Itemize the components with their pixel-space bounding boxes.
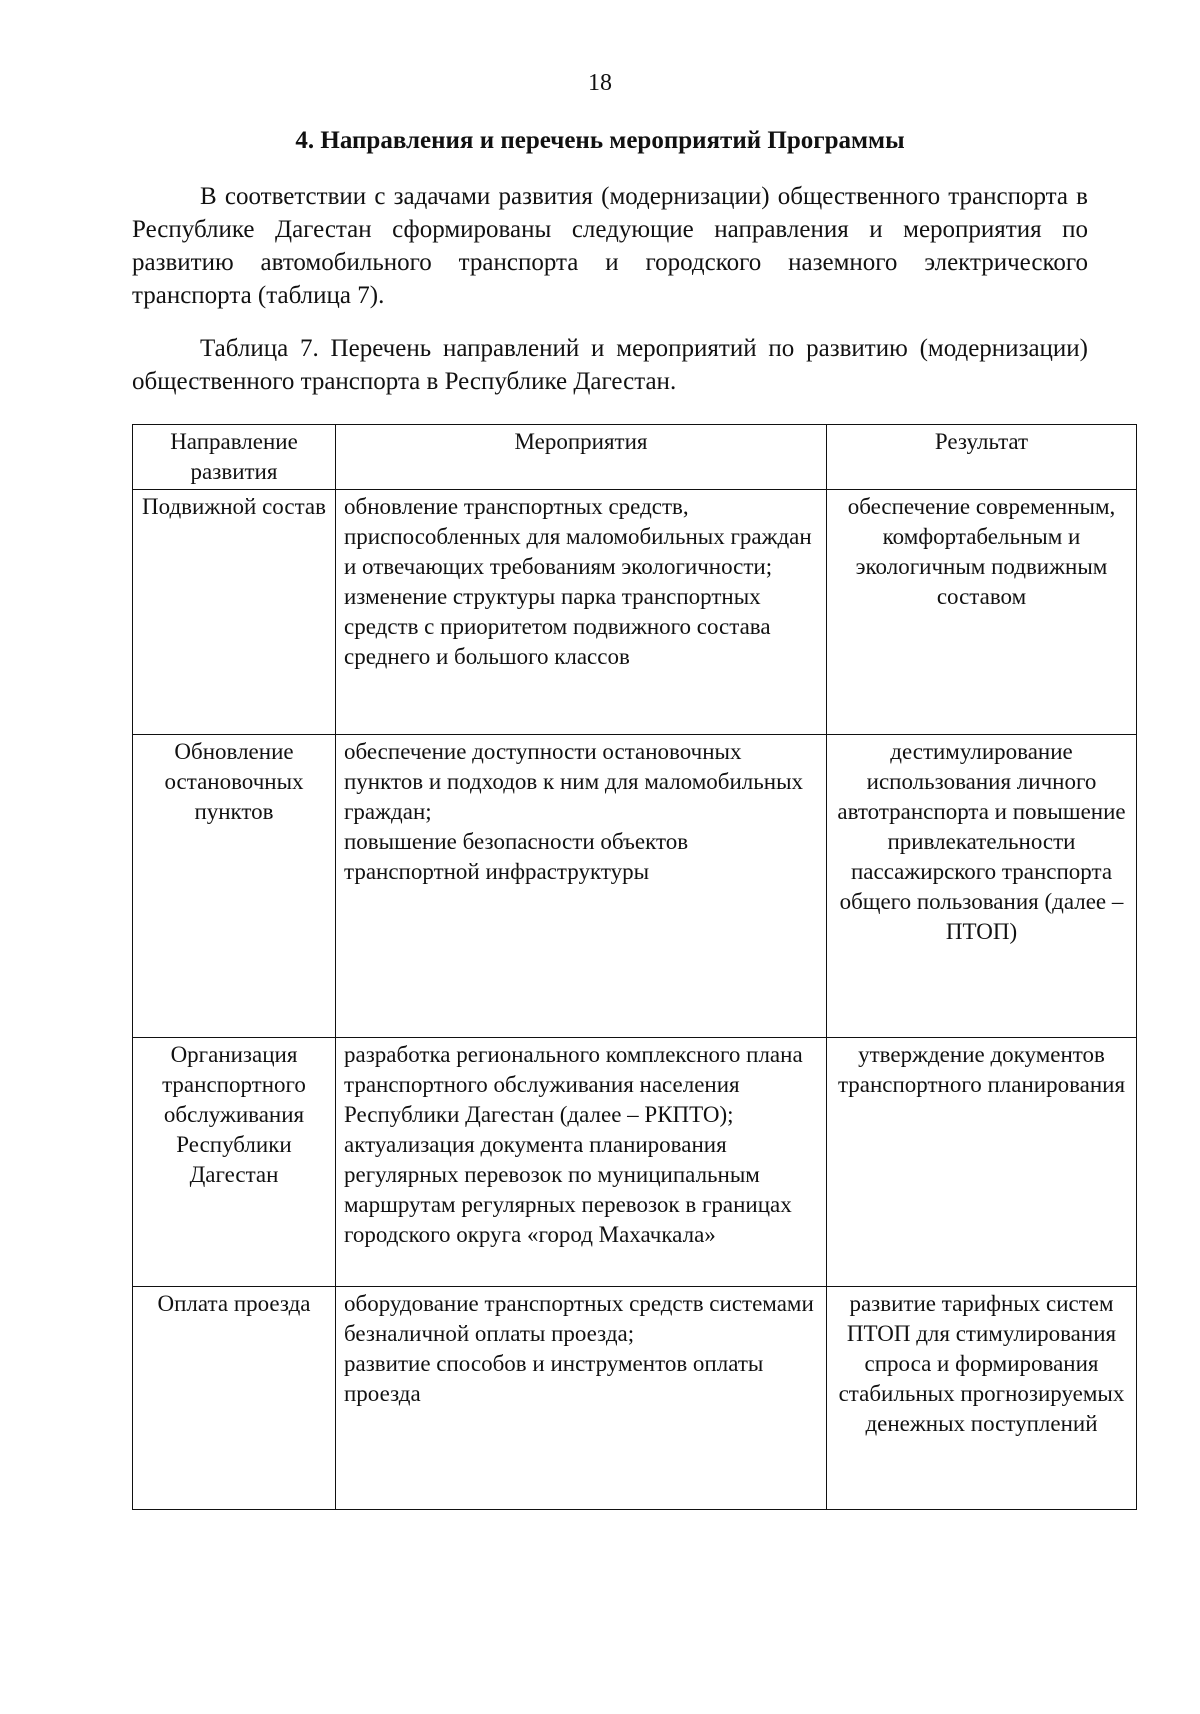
activity-item: оборудование транспортных средств системами безналичной оплаты проезда; [344,1291,814,1346]
direction-cell: Обновление остановочных пунктов [133,735,336,1038]
table-row [133,1287,1137,1510]
intro-paragraph: В соответствии с задачами развития (модернизации) общественного транспорта в Республике Дагестан сформированы следующие направления и мероприятия по развитию автомобильного транспорта и городского наземного электрического транспорта (таблица 7). [132,183,1088,309]
activity-item: развитие способов и инструментов оплаты проезда [344,1351,764,1406]
table-caption: Таблица 7. Перечень направлений и мероприятий по развитию (модернизации) общественного транспорта в Республике Дагестан. [132,335,1088,395]
activity-item: разработка регионального комплексного плана транспортного обслуживания населения Республики Дагестан (далее – РКПТО); [344,1042,803,1127]
result-cell: дестимулирование использования личного автотранспорта и повышение привлекательности пассажирского транспорта общего пользования (далее – ПТОП) [827,735,1137,1038]
direction-cell: Оплата проезда [133,1287,336,1510]
result-cell: утверждение документов транспортного планирования [827,1038,1137,1287]
header-direction: Направление развития [133,425,336,490]
activities-cell [336,1287,827,1510]
activities-cell [336,490,827,735]
activities-cell [336,1038,827,1287]
table-row [133,1038,1137,1287]
activity-item: повышение безопасности объектов транспортной инфраструктуры [344,829,689,884]
result-cell: развитие тарифных систем ПТОП для стимулирования спроса и формирования стабильных прогнозируемых денежных поступлений [827,1287,1137,1510]
result-cell: обеспечение современным, комфортабельным и экологичным подвижным составом [827,490,1137,735]
measures-table [132,424,1137,1510]
header-result: Результат [827,425,1137,490]
table-row [133,735,1137,1038]
activity-item: актуализация документа планирования регулярных перевозок по муниципальным маршрутам регулярных перевозок в границах городского округа «город Махачкала» [344,1132,792,1247]
direction-cell: Подвижной состав [133,490,336,735]
activity-item: обеспечение доступности остановочных пунктов и подходов к ним для маломобильных граждан; [344,739,804,824]
activity-item: изменение структуры парка транспортных средств с приоритетом подвижного состава среднего и большого классов [344,584,771,669]
page-number: 18 [588,70,612,96]
header-activities: Мероприятия [336,425,827,490]
direction-cell: Организация транспортного обслуживания Республики Дагестан [133,1038,336,1287]
activity-item: обновление транспортных средств, приспособленных для маломобильных граждан и отвечающих требованиям экологичности; [344,494,812,579]
table-header-row [133,425,1137,490]
table-row [133,490,1137,735]
section-heading: 4. Направления и перечень мероприятий Программы [295,127,905,154]
activities-cell [336,735,827,1038]
